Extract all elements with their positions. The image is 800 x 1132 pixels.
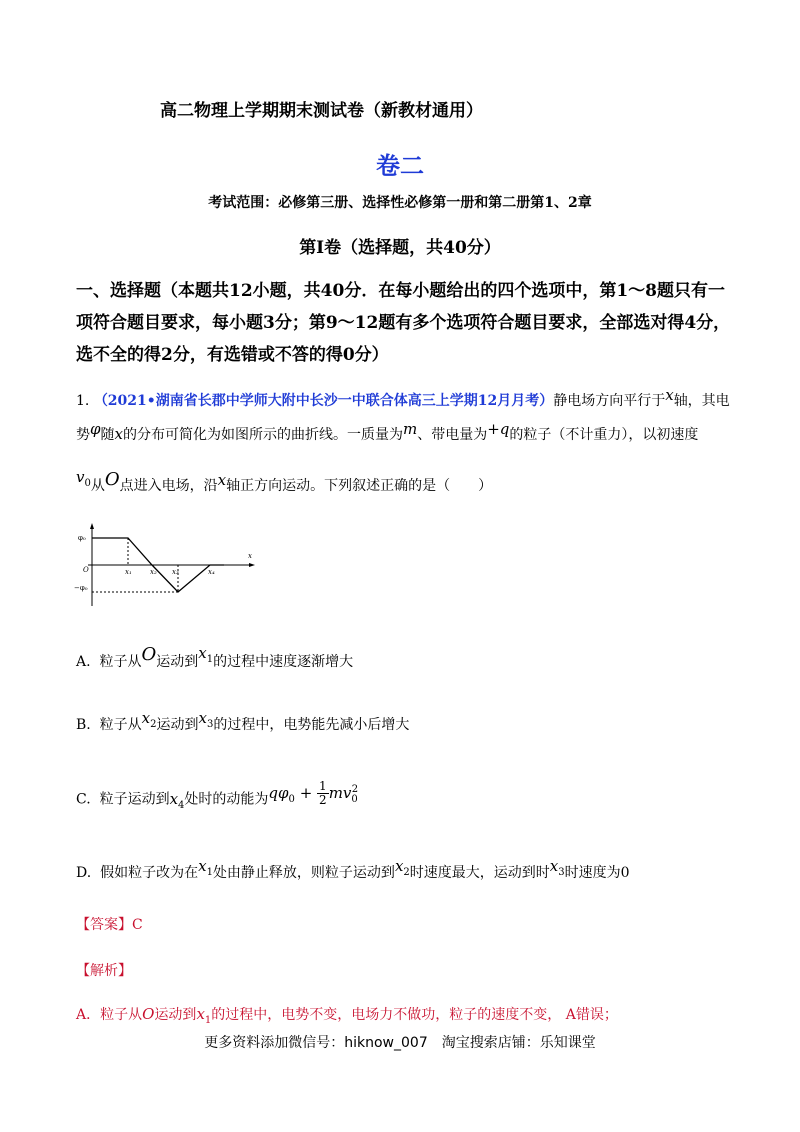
y-axis-arrow-icon bbox=[90, 523, 94, 529]
potential-graph bbox=[74, 520, 264, 610]
math-kinetic-energy: $q\varphi_0$ + $\frac{1}{2}$ $mv_0^2$ bbox=[268, 779, 359, 807]
option-c[interactable] bbox=[76, 779, 359, 813]
option-label: C. bbox=[76, 791, 91, 808]
option-d[interactable] bbox=[76, 857, 630, 884]
part-heading: 第Ⅰ卷（选择题，共40分） bbox=[299, 238, 501, 258]
math-x: x bbox=[665, 386, 674, 404]
tick-x1: x₁ bbox=[125, 568, 132, 576]
option-a[interactable] bbox=[76, 644, 354, 673]
phi0-label: φ₀ bbox=[78, 534, 86, 542]
option-label: D. bbox=[76, 865, 92, 881]
option-text: 粒子从 bbox=[99, 654, 142, 670]
x-axis-label: x bbox=[248, 552, 252, 560]
exam-scope: 考试范围：必修第三册、选择性必修第一册和第二册第1、2章 bbox=[208, 195, 592, 211]
question-text: 的分布可简化为如图所示的曲折线。一质量为 bbox=[122, 427, 403, 443]
origin-label: O bbox=[83, 566, 89, 574]
math-x3: $x_3$ bbox=[549, 857, 565, 878]
question-text: 势 bbox=[76, 427, 90, 443]
option-text: 处时的动能为 bbox=[184, 791, 269, 808]
section-instructions: 一、选择题（本题共12小题，共40分．在每小题给出的四个选项中，第1～8题只有一项符合题目要求，每小题3分；第9～12题有多个选项符合题目要求，全部选对得4分，选不全的得2分，有选错或不答的得0分） bbox=[76, 281, 731, 365]
neg-phi0-label: −φ₀ bbox=[74, 584, 88, 592]
option-text: 时速度最大，运动到时 bbox=[409, 865, 550, 881]
math-x1: $x_1$ bbox=[198, 857, 213, 878]
option-text: 运动到 bbox=[156, 654, 199, 670]
math-O: O bbox=[104, 469, 120, 490]
answer: 【答案】C bbox=[76, 917, 143, 933]
x-axis-arrow-icon bbox=[249, 563, 255, 567]
question-source: （2021•湖南省长郡中学师大附中长沙一中联合体高三上学期12月月考） bbox=[93, 393, 554, 409]
option-text: 运动到 bbox=[156, 717, 199, 733]
option-text: 粒子从 bbox=[99, 717, 142, 733]
explanation-text: A．粒子从O运动到$x_1$的过程中，电势不变，电场力不做功，粒子的速度不变， A错误； bbox=[76, 1005, 618, 1026]
math-q: +q bbox=[487, 420, 510, 438]
tick-x2: x₂ bbox=[150, 568, 157, 576]
math-x3: $x_3$ bbox=[198, 709, 214, 730]
explanation-heading: 【解析】 bbox=[76, 963, 132, 979]
tick-x4: x₄ bbox=[208, 568, 215, 576]
math-x: x bbox=[114, 425, 123, 443]
math-x4: $x_4$ bbox=[169, 789, 185, 811]
option-text: 假如粒子改为在 bbox=[100, 865, 199, 881]
question-text: 的粒子（不计重力），以初速度 bbox=[509, 427, 699, 443]
option-text: 的过程中，电势能先减小后增大 bbox=[213, 717, 410, 733]
option-text: 的过程中速度逐渐增大 bbox=[213, 654, 354, 670]
tick-x3: x₃ bbox=[172, 568, 179, 576]
math-v0: $v_0$ bbox=[76, 468, 91, 489]
page-title: 高二物理上学期期末测试卷（新教材通用） bbox=[160, 101, 483, 121]
question-line-2 bbox=[76, 420, 699, 444]
math-x2: $x_2$ bbox=[394, 857, 410, 878]
option-b[interactable] bbox=[76, 709, 410, 736]
question-text: 、带电量为 bbox=[417, 427, 488, 443]
option-text: 时速度为0 bbox=[564, 865, 630, 881]
question-line-3 bbox=[76, 468, 493, 497]
option-text: 处由静止释放，则粒子运动到 bbox=[212, 865, 395, 881]
math-x1: $x_1$ bbox=[198, 644, 214, 665]
math-x: x bbox=[217, 471, 227, 489]
option-text: 粒子运动到 bbox=[99, 791, 170, 808]
footer-note: 更多资料添加微信号：hiknow_007 淘宝搜索店铺：乐知课堂 bbox=[204, 1035, 596, 1051]
question-text: 随 bbox=[100, 427, 115, 443]
math-O: O bbox=[141, 644, 157, 665]
question-text: 静电场方向平行于 bbox=[553, 393, 666, 409]
question-text: 轴正方向运动。下列叙述正确的是（ ） bbox=[226, 478, 493, 494]
math-x2: $x_2$ bbox=[141, 709, 157, 730]
option-label: A. bbox=[76, 654, 91, 670]
question-text: 轴，其电 bbox=[673, 393, 730, 409]
question-text: 点进入电场，沿 bbox=[119, 478, 218, 494]
question-number: 1. bbox=[76, 393, 90, 409]
math-phi: φ bbox=[90, 420, 101, 438]
option-label: B. bbox=[76, 717, 91, 733]
question-text: 从 bbox=[90, 478, 105, 494]
math-m: m bbox=[402, 420, 418, 438]
volume-title: 卷二 bbox=[376, 151, 424, 180]
question-line-1 bbox=[76, 386, 730, 410]
